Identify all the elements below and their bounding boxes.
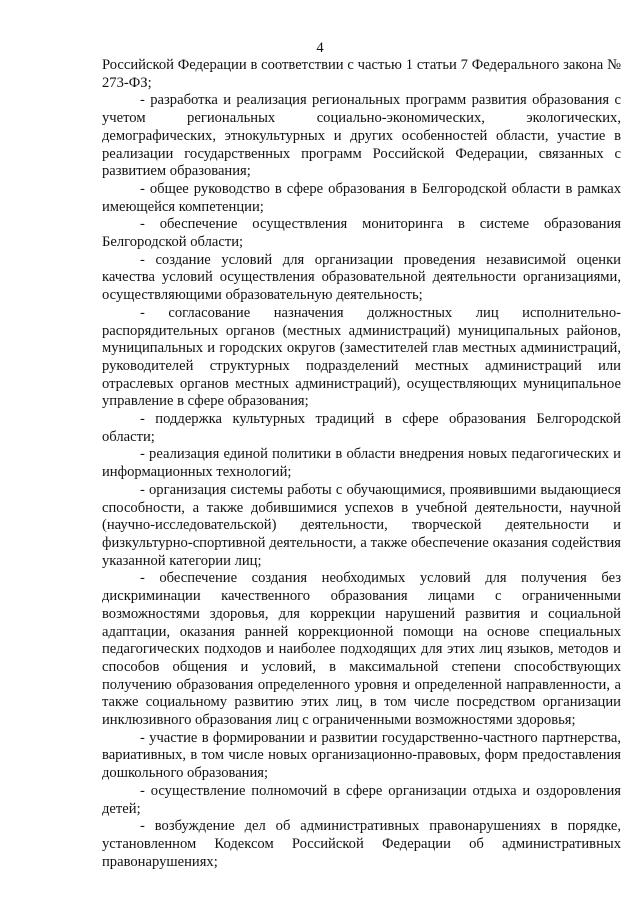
- paragraph-12: - осуществление полномочий в сфере организации отдыха и оздоровления детей;: [102, 782, 621, 817]
- paragraph-11: - участие в формировании и развитии государственно-частного партнерства, вариативных, в том числе новых организационно-правовых, форм предоставления дошкольного образования;: [102, 729, 621, 782]
- page-number: 4: [316, 40, 324, 56]
- paragraph-7: - поддержка культурных традиций в сфере образования Белгородской области;: [102, 411, 621, 445]
- paragraph-10: - обеспечение создания необходимых условий для получения без дискриминации качественного образования лицами с ограниченными возможностями здоровья, для коррекции нарушений развития и социальной адаптации, оказания ранней коррекционной помощи на основе специальных педагогических подходов и наиболее подходящих для этих лиц языков, методов и способов общения и условий, в максимальной степени способствующих получению образования определенного уровня и определенной направленности, а также социальному развитию этих лиц, в том числе посредством организации инклюзивного образования лиц с ограниченными возможностями здоровья;: [102, 570, 621, 729]
- paragraph-8: - реализация единой политики в области внедрения новых педагогических и информационных технологий;: [102, 446, 621, 481]
- paragraph-13: - возбуждение дел об административных правонарушениях в порядке, установленном Кодексом Российской Федерации об административных правонарушениях;: [102, 818, 621, 870]
- paragraph-9: - организация системы работы с обучающимися, проявившими выдающиеся способности, а также добившимися успехов в учебной деятельности, научной (научно-исследовательской) деятельности, творческой деятельности и физкультурно-спортивной деятельности, а также обеспечение оказания содействия указанной категории лиц;: [102, 481, 621, 569]
- document-body: [102, 57, 621, 871]
- paragraph-6: - согласование назначения должностных лиц исполнительно-распорядительных органов (местных администраций) муниципальных районов, муниципальных и городских округов (заместителей глав местных администраций, руководителей структурных подразделений местных администраций или отраслевых органов местных администраций), осуществляющих муниципальное управление в сфере образования;: [102, 304, 621, 410]
- paragraph-2: - разработка и реализация региональных программ развития образования с учетом региональных социально-экономических, экологических, демографических, этнокультурных и других особенностей области, участие в реализации государственных программ Российской Федерации, связанных с развитием образования;: [102, 92, 621, 180]
- paragraph-4: - обеспечение осуществления мониторинга в системе образования Белгородской области;: [102, 216, 621, 251]
- paragraph-5: - создание условий для организации проведения независимой оценки качества условий осуществления образовательной деятельности организациями, осуществляющими образовательную деятельность;: [102, 251, 621, 304]
- paragraph-1: Российской Федерации в соответствии с частью 1 статьи 7 Федерального закона № 273-ФЗ;: [102, 57, 621, 91]
- paragraph-3: - общее руководство в сфере образования в Белгородской области в рамках имеющейся компетенции;: [102, 180, 621, 215]
